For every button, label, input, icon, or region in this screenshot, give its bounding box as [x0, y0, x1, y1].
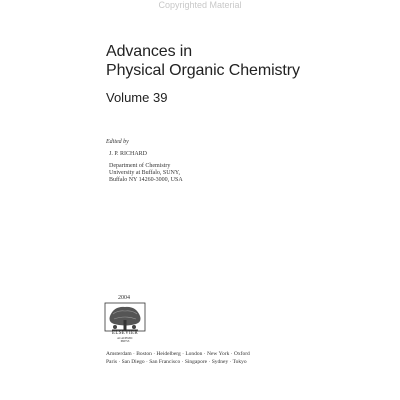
publisher-name: ELSEVIER	[111, 331, 138, 336]
volume-number: Volume 39	[106, 90, 168, 105]
cities-line: Paris · San Diego · San Francisco · Singapore · Sydney · Tokyo	[106, 359, 247, 365]
address-line: University at Buffalo, SUNY,	[109, 170, 180, 176]
edited-by-label: Edited by	[106, 139, 129, 145]
book-title-line2: Physical Organic Chemistry	[106, 62, 300, 79]
book-title-line1: Advances in	[106, 43, 193, 60]
address-line: Department of Chemistry	[109, 163, 171, 169]
imprint-label	[114, 337, 136, 343]
publisher-cities	[106, 350, 250, 366]
book-title	[106, 42, 300, 80]
editor-name: J. P. RICHARD	[109, 151, 148, 157]
imprint-line: PRESS	[120, 339, 130, 343]
imprint-line: ACADEMIC	[116, 336, 133, 340]
cities-line: Amsterdam · Boston · Heidelberg · London · New York · Oxford	[106, 351, 250, 357]
editor-address	[109, 163, 183, 184]
address-line: Buffalo NY 14260-3000, USA	[109, 177, 183, 183]
publication-year: 2004	[118, 295, 130, 301]
copyright-watermark: Copyrighted Material	[158, 0, 242, 10]
